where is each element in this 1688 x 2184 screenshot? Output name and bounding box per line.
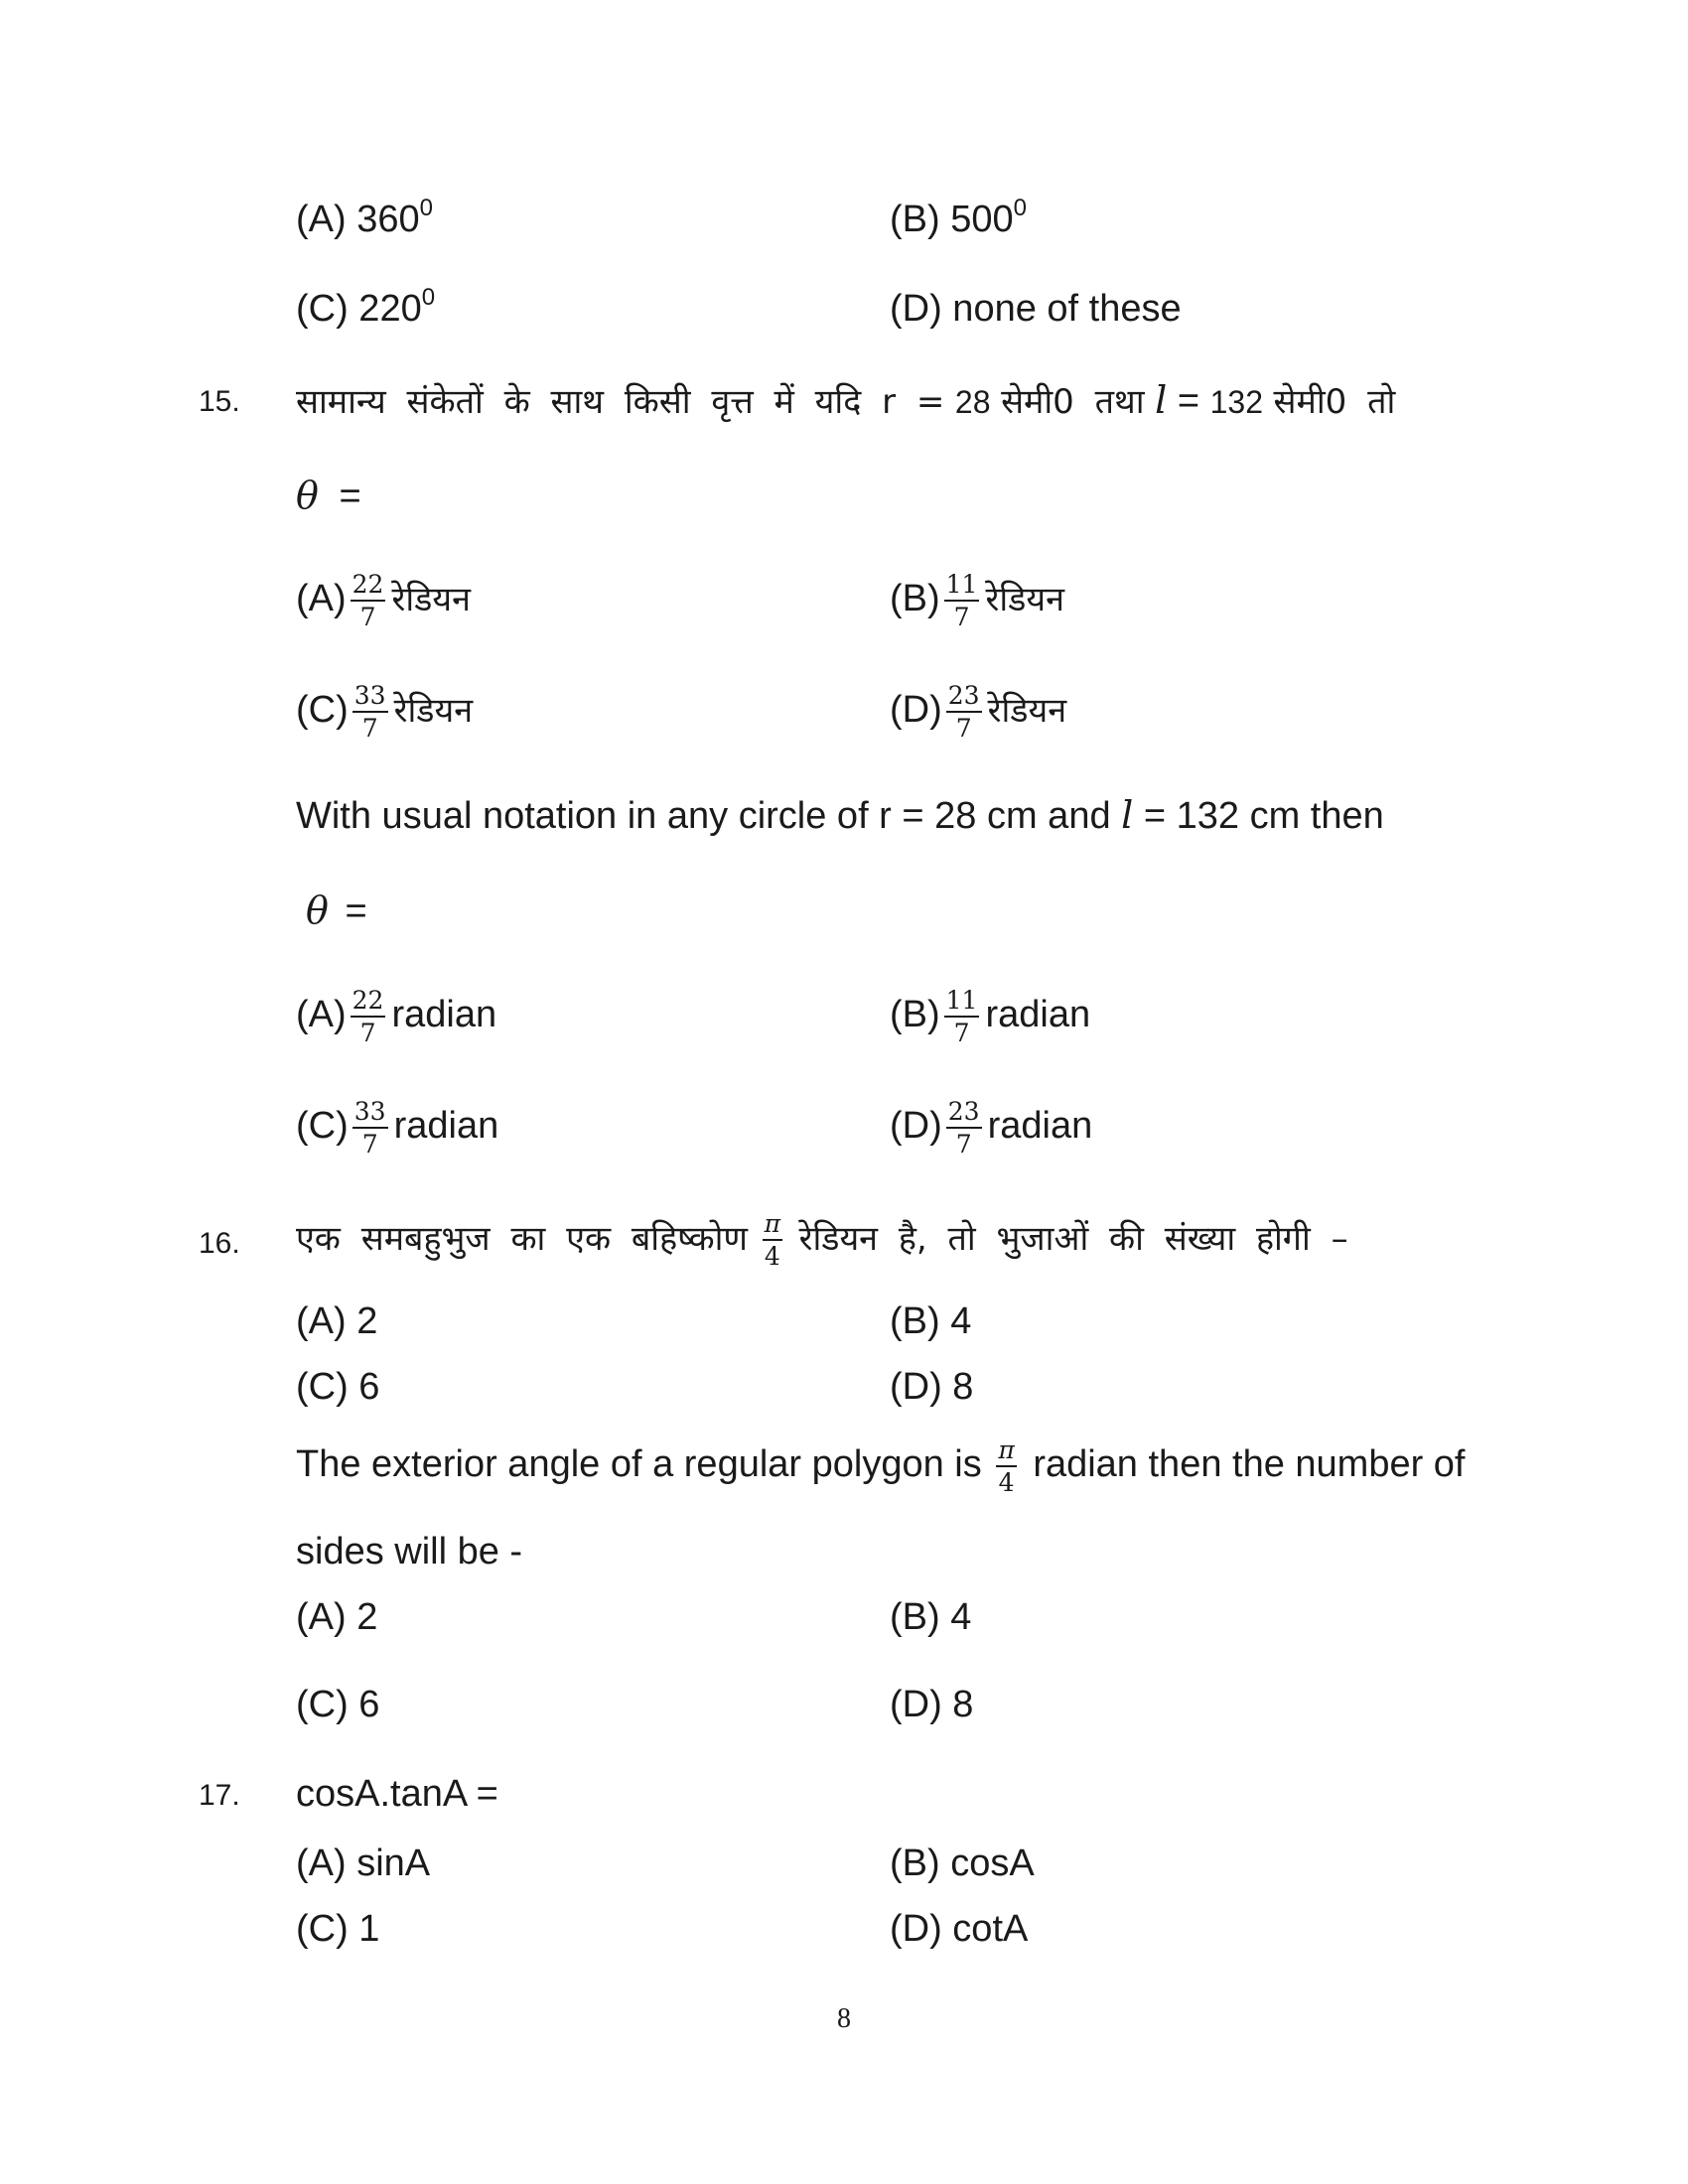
option-unit: radian [393,1105,499,1148]
q15-hindi-option-c [296,683,473,741]
fraction-denominator: 7 [953,1019,970,1047]
q16-english-stem-text: The exterior angle of a regular polygon is [296,1443,982,1486]
fraction-pi-over-4 [763,1211,782,1269]
q15-arc-symbol: l [1121,793,1134,837]
fraction [352,683,388,741]
fraction-numerator: 22 [351,572,386,602]
fraction-pi-over-4 [996,1437,1016,1495]
fraction-denominator: 7 [361,714,378,743]
q15-english-stem [296,793,1384,837]
degree-mark: 0 [1013,195,1027,221]
fraction-denominator: 4 [764,1242,780,1271]
fraction-denominator: 7 [361,1130,378,1159]
theta-symbol: θ [296,474,319,517]
q14-option-d: (D) none of these [890,288,1182,330]
option-label: (A) [296,994,347,1036]
q15-hindi-option-b [890,572,1064,629]
equals-sign: = [1177,380,1200,422]
q15-hindi-option-a [296,572,471,629]
fraction [946,683,982,741]
option-label: (B) [890,578,940,620]
q16-english-stem-line-2: sides will be - [296,1531,523,1572]
option-label: (D) [890,1105,942,1148]
q16-hindi-stem-text: एक समबहुभुज का एक बहिष्कोण [296,1219,748,1260]
q16-english-option-d: (D) 8 [890,1684,974,1725]
option-unit: रेडियन [393,691,474,732]
q16-number: 16. [199,1227,240,1260]
fraction-numerator: 11 [944,572,980,602]
q15-radius-value: 28 [954,384,991,420]
equals-sign: = [345,890,367,932]
option-label: (A) [296,578,347,620]
q15-theta-line [296,474,361,517]
option-label: (D) [890,689,942,732]
fraction-numerator: 22 [351,988,386,1018]
q16-english-stem-text-2: radian then the number of [1033,1443,1466,1486]
q17-option-a: (A) sinA [296,1843,431,1884]
q16-hindi-option-a: (A) 2 [296,1300,378,1342]
q17-number: 17. [199,1779,240,1812]
degree-mark: 0 [419,195,433,221]
q14-option-a [296,195,433,240]
theta-symbol: θ [306,888,329,932]
pi-symbol: π [996,1437,1016,1467]
fraction [946,1099,982,1157]
option-unit: रेडियन [985,580,1064,620]
option-label: (C) [296,1105,349,1148]
option-unit: radian [987,1105,1093,1148]
fraction-numerator: 33 [352,1099,388,1129]
page-number: 8 [837,2003,851,2034]
q16-english-option-c: (C) 6 [296,1684,380,1725]
q14-option-b [890,195,1027,240]
fraction-denominator: 7 [955,1130,972,1159]
q15-arc-value: 132 [1209,384,1263,420]
q14-option-a-text: (A) 360 [296,199,420,240]
q16-hindi-option-b: (B) 4 [890,1300,972,1342]
q16-hindi-stem-text-2: रेडियन है, तो भुजाओं की संख्या होगी – [798,1219,1348,1260]
q17-option-c: (C) 1 [296,1908,380,1950]
fraction-denominator: 4 [998,1468,1015,1497]
q15-number: 15. [199,385,240,418]
fraction-denominator: 7 [359,1019,376,1047]
q14-option-c-text: (C) 220 [296,288,422,330]
equals-sign: = [339,476,361,517]
q17-stem: cosA.tanA = [296,1773,498,1815]
q15-hindi-stem [296,378,1396,422]
fraction [351,572,386,629]
q15-unit-text: सेमी0 तथा [1001,382,1145,422]
fraction-numerator: 23 [946,1099,982,1129]
option-label: (C) [296,689,349,732]
q14-option-c [296,284,436,330]
q16-hindi-option-c: (C) 6 [296,1366,380,1408]
option-label: (B) [890,994,940,1036]
option-unit: रेडियन [987,691,1067,732]
q16-english-option-a: (A) 2 [296,1596,378,1638]
q17-option-b: (B) cosA [890,1843,1035,1884]
degree-mark: 0 [421,284,436,311]
fraction [944,572,980,629]
q15-english-option-c [296,1099,498,1157]
fraction-denominator: 7 [359,603,376,631]
q15-english-stem-text: With usual notation in any circle of r = 28 cm and [296,795,1111,837]
fraction [352,1099,388,1157]
q17-option-d: (D) cotA [890,1908,1029,1950]
q15-arc-symbol: l [1155,378,1168,422]
q15-english-option-a [296,988,496,1045]
fraction [351,988,386,1045]
q15-english-option-b [890,988,1090,1045]
option-unit: radian [985,994,1091,1036]
q15-theta-line-english [306,888,367,932]
option-unit: radian [391,994,497,1036]
q15-hindi-stem-text: सामान्य संकेतों के साथ किसी वृत्त में यदि r = [296,382,945,422]
option-unit: रेडियन [391,580,471,620]
fraction [944,988,980,1045]
fraction-numerator: 33 [352,683,388,713]
q15-hindi-option-d [890,683,1066,741]
q14-option-b-text: (B) 500 [890,199,1014,240]
q15-unit-text-2: सेमी0 तो [1273,382,1396,422]
q16-english-option-b: (B) 4 [890,1596,972,1638]
q16-hindi-stem [296,1211,1348,1269]
fraction-denominator: 7 [953,603,970,631]
fraction-numerator: 23 [946,683,982,713]
q15-english-option-d [890,1099,1092,1157]
q15-english-stem-text-2: = 132 cm then [1143,795,1384,837]
q16-english-stem [296,1437,1466,1495]
fraction-numerator: 11 [944,988,980,1018]
pi-symbol: π [763,1211,782,1241]
q16-hindi-option-d: (D) 8 [890,1366,974,1408]
fraction-denominator: 7 [955,714,972,743]
